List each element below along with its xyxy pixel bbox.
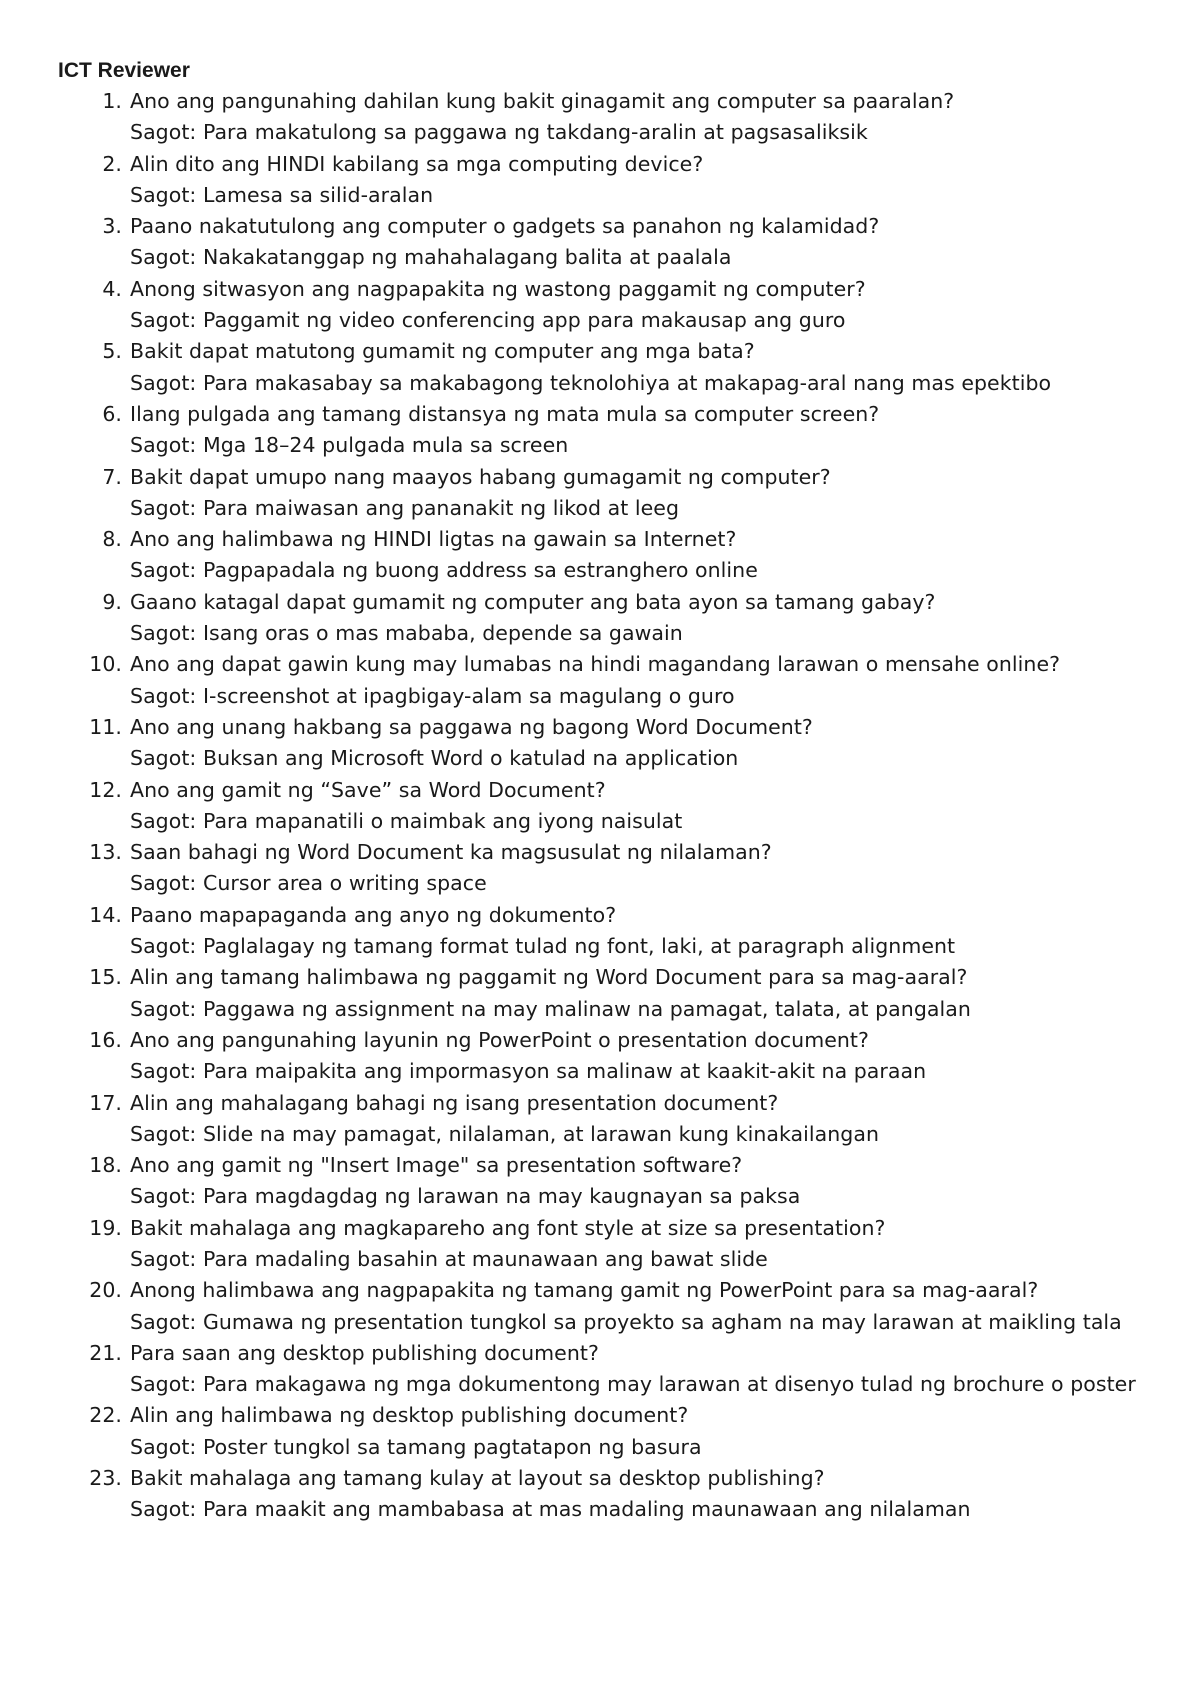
question-body bbox=[130, 399, 1148, 462]
question-body bbox=[130, 587, 1148, 650]
question-body bbox=[130, 336, 1148, 399]
question-text: Alin ang halimbawa ng desktop publishing document? bbox=[130, 1403, 689, 1428]
answer-prefix: Sagot: bbox=[130, 996, 197, 1021]
question-number: 9. bbox=[102, 589, 122, 614]
answer-text: Paggamit ng video conferencing app para makausap ang guro bbox=[202, 308, 846, 333]
question-text: Alin dito ang HINDI kabilang sa mga computing device? bbox=[130, 151, 704, 176]
question-number: 21. bbox=[89, 1340, 122, 1365]
question-item bbox=[58, 775, 1148, 838]
question-text: Bakit mahalaga ang magkapareho ang font style at size sa presentation? bbox=[130, 1215, 886, 1240]
question-body bbox=[130, 462, 1148, 525]
answer-prefix: Sagot: bbox=[130, 1309, 197, 1334]
question-body bbox=[130, 1088, 1148, 1151]
question-item bbox=[58, 1338, 1148, 1401]
answer-prefix: Sagot: bbox=[130, 621, 197, 646]
answer-prefix: Sagot: bbox=[130, 746, 197, 771]
answer-prefix: Sagot: bbox=[130, 433, 197, 458]
question-item bbox=[58, 712, 1148, 775]
answer-prefix: Sagot: bbox=[130, 683, 197, 708]
answer-text: Cursor area o writing space bbox=[202, 871, 487, 896]
question-item bbox=[58, 1150, 1148, 1213]
question-text: Bakit dapat umupo nang maayos habang gumagamit ng computer? bbox=[130, 464, 831, 489]
answer-line bbox=[130, 806, 1148, 837]
question-number: 7. bbox=[102, 464, 122, 489]
answer-line bbox=[130, 1181, 1148, 1212]
answer-text: Poster tungkol sa tamang pagtatapon ng basura bbox=[202, 1434, 702, 1459]
answer-text: Para makasabay sa makabagong teknolohiya at makapag-aral nang mas epektibo bbox=[202, 370, 1052, 395]
answer-text: Mga 18–24 pulgada mula sa screen bbox=[202, 433, 569, 458]
question-body bbox=[130, 649, 1148, 712]
answer-prefix: Sagot: bbox=[130, 1434, 197, 1459]
question-item bbox=[58, 587, 1148, 650]
answer-text: Gumawa ng presentation tungkol sa proyekto sa agham na may larawan at maikling tala bbox=[202, 1309, 1122, 1334]
document-page bbox=[58, 56, 1148, 1526]
answer-line bbox=[130, 1307, 1148, 1338]
answer-line bbox=[130, 994, 1148, 1025]
question-text: Anong halimbawa ang nagpapakita ng tamang gamit ng PowerPoint para sa mag-aaral? bbox=[130, 1278, 1039, 1303]
question-body bbox=[130, 962, 1148, 1025]
question-text: Paano nakatutulong ang computer o gadgets sa panahon ng kalamidad? bbox=[130, 214, 880, 239]
answer-prefix: Sagot: bbox=[130, 558, 197, 583]
answer-line bbox=[130, 305, 1148, 336]
question-item bbox=[58, 1025, 1148, 1088]
question-body bbox=[130, 1338, 1148, 1401]
question-item bbox=[58, 900, 1148, 963]
question-number: 16. bbox=[89, 1027, 122, 1052]
question-body bbox=[130, 712, 1148, 775]
question-number: 13. bbox=[89, 840, 122, 865]
question-number: 15. bbox=[89, 965, 122, 990]
question-body bbox=[130, 900, 1148, 963]
question-item bbox=[58, 149, 1148, 212]
answer-line bbox=[130, 868, 1148, 899]
question-number: 11. bbox=[89, 714, 122, 739]
answer-line bbox=[130, 430, 1148, 461]
question-number: 8. bbox=[102, 527, 122, 552]
question-number: 6. bbox=[102, 401, 122, 426]
answer-prefix: Sagot: bbox=[130, 1246, 197, 1271]
question-number: 19. bbox=[89, 1215, 122, 1240]
document-title: ICT Reviewer bbox=[58, 59, 190, 82]
answer-text: Para mapanatili o maimbak ang iyong naisulat bbox=[202, 808, 683, 833]
question-item bbox=[58, 1088, 1148, 1151]
answer-prefix: Sagot: bbox=[130, 245, 197, 270]
answer-prefix: Sagot: bbox=[130, 808, 197, 833]
answer-prefix: Sagot: bbox=[130, 934, 197, 959]
question-item bbox=[58, 86, 1148, 149]
question-text: Ano ang pangunahing dahilan kung bakit ginagamit ang computer sa paaralan? bbox=[130, 89, 955, 113]
answer-text: Para magdagdag ng larawan na may kaugnayan sa paksa bbox=[202, 1184, 801, 1209]
question-text: Bakit mahalaga ang tamang kulay at layout sa desktop publishing? bbox=[130, 1466, 825, 1491]
answer-text: Paggawa ng assignment na may malinaw na pamagat, talata, at pangalan bbox=[202, 996, 971, 1021]
answer-line bbox=[130, 555, 1148, 586]
question-text: Saan bahagi ng Word Document ka magsusulat ng nilalaman? bbox=[130, 840, 772, 865]
answer-prefix: Sagot: bbox=[130, 1121, 197, 1146]
question-text: Ano ang unang hakbang sa paggawa ng bagong Word Document? bbox=[130, 714, 813, 739]
answer-text: Pagpapadala ng buong address sa estranghero online bbox=[202, 558, 758, 583]
answer-text: I-screenshot at ipagbigay-alam sa magulang o guro bbox=[202, 683, 735, 708]
question-text: Ano ang pangunahing layunin ng PowerPoint o presentation document? bbox=[130, 1027, 869, 1052]
question-item bbox=[58, 1213, 1148, 1276]
answer-line bbox=[130, 180, 1148, 211]
question-text: Para saan ang desktop publishing document? bbox=[130, 1340, 599, 1365]
question-text: Ano ang dapat gawin kung may lumabas na hindi magandang larawan o mensahe online? bbox=[130, 652, 1061, 677]
question-list bbox=[58, 86, 1148, 1526]
question-body bbox=[130, 775, 1148, 838]
question-number: 10. bbox=[89, 652, 122, 677]
question-number: 12. bbox=[89, 777, 122, 802]
answer-line bbox=[130, 1369, 1148, 1400]
answer-text: Lamesa sa silid-aralan bbox=[202, 182, 434, 207]
answer-prefix: Sagot: bbox=[130, 182, 197, 207]
answer-prefix: Sagot: bbox=[130, 495, 197, 520]
question-item bbox=[58, 649, 1148, 712]
question-body bbox=[130, 1275, 1148, 1338]
question-item bbox=[58, 962, 1148, 1025]
question-item bbox=[58, 462, 1148, 525]
question-number: 3. bbox=[102, 214, 122, 239]
question-item bbox=[58, 274, 1148, 337]
question-text: Ilang pulgada ang tamang distansya ng mata mula sa computer screen? bbox=[130, 401, 880, 426]
answer-text: Para makagawa ng mga dokumentong may larawan at disenyo tulad ng brochure o poster bbox=[202, 1372, 1136, 1397]
question-text: Alin ang tamang halimbawa ng paggamit ng Word Document para sa mag-aaral? bbox=[130, 965, 968, 990]
question-body bbox=[130, 837, 1148, 900]
answer-text: Para madaling basahin at maunawaan ang bawat slide bbox=[202, 1246, 768, 1271]
question-text: Gaano katagal dapat gumamit ng computer ang bata ayon sa tamang gabay? bbox=[130, 589, 936, 614]
question-text: Alin ang mahalagang bahagi ng isang presentation document? bbox=[130, 1090, 779, 1115]
question-text: Bakit dapat matutong gumamit ng computer ang mga bata? bbox=[130, 339, 755, 364]
answer-line bbox=[130, 1119, 1148, 1150]
question-number: 2. bbox=[102, 151, 122, 176]
question-item bbox=[58, 336, 1148, 399]
question-item bbox=[58, 399, 1148, 462]
question-number: 17. bbox=[89, 1090, 122, 1115]
question-body bbox=[130, 1150, 1148, 1213]
question-text: Ano ang gamit ng “Save” sa Word Document? bbox=[130, 777, 606, 802]
question-text: Ano ang halimbawa ng HINDI ligtas na gawain sa Internet? bbox=[130, 527, 737, 552]
answer-text: Para maipakita ang impormasyon sa malinaw at kaakit-akit na paraan bbox=[202, 1059, 927, 1084]
question-item bbox=[58, 837, 1148, 900]
question-body bbox=[130, 274, 1148, 337]
answer-prefix: Sagot: bbox=[130, 120, 197, 145]
question-body bbox=[130, 1213, 1148, 1276]
answer-line bbox=[130, 1056, 1148, 1087]
answer-text: Nakakatanggap ng mahahalagang balita at paalala bbox=[202, 245, 732, 270]
answer-line bbox=[130, 117, 1148, 148]
question-number: 22. bbox=[89, 1403, 122, 1428]
question-item bbox=[58, 1400, 1148, 1463]
question-body bbox=[130, 1400, 1148, 1463]
question-text: Anong sitwasyon ang nagpapakita ng wastong paggamit ng computer? bbox=[130, 276, 866, 301]
question-body bbox=[130, 524, 1148, 587]
question-number: 1. bbox=[102, 89, 122, 113]
question-item bbox=[58, 1275, 1148, 1338]
question-number: 23. bbox=[89, 1466, 122, 1491]
answer-text: Isang oras o mas mababa, depende sa gawain bbox=[202, 621, 683, 646]
question-item bbox=[58, 211, 1148, 274]
answer-line bbox=[130, 368, 1148, 399]
question-body bbox=[130, 149, 1148, 212]
answer-text: Buksan ang Microsoft Word o katulad na application bbox=[202, 746, 739, 771]
question-body bbox=[130, 86, 1148, 149]
answer-prefix: Sagot: bbox=[130, 370, 197, 395]
question-body bbox=[130, 1025, 1148, 1088]
answer-prefix: Sagot: bbox=[130, 871, 197, 896]
question-number: 5. bbox=[102, 339, 122, 364]
answer-prefix: Sagot: bbox=[130, 1497, 197, 1522]
answer-text: Para maiwasan ang pananakit ng likod at leeg bbox=[202, 495, 680, 520]
answer-line bbox=[130, 618, 1148, 649]
question-number: 20. bbox=[89, 1278, 122, 1303]
answer-line bbox=[130, 681, 1148, 712]
answer-prefix: Sagot: bbox=[130, 1372, 197, 1397]
answer-prefix: Sagot: bbox=[130, 308, 197, 333]
question-body bbox=[130, 211, 1148, 274]
answer-prefix: Sagot: bbox=[130, 1059, 197, 1084]
question-item bbox=[58, 524, 1148, 587]
question-text: Ano ang gamit ng "Insert Image" sa presentation software? bbox=[130, 1153, 743, 1178]
answer-line bbox=[130, 242, 1148, 273]
question-body bbox=[130, 1463, 1148, 1526]
answer-text: Slide na may pamagat, nilalaman, at larawan kung kinakailangan bbox=[202, 1121, 880, 1146]
answer-line bbox=[130, 1494, 1148, 1525]
answer-line bbox=[130, 1432, 1148, 1463]
answer-line bbox=[130, 743, 1148, 774]
question-number: 14. bbox=[89, 902, 122, 927]
answer-prefix: Sagot: bbox=[130, 1184, 197, 1209]
answer-text: Para makatulong sa paggawa ng takdang-aralin at pagsasaliksik bbox=[202, 120, 868, 145]
answer-line bbox=[130, 1244, 1148, 1275]
question-item bbox=[58, 1463, 1148, 1526]
answer-line bbox=[130, 931, 1148, 962]
answer-text: Paglalagay ng tamang format tulad ng font, laki, at paragraph alignment bbox=[202, 934, 956, 959]
question-number: 18. bbox=[89, 1153, 122, 1178]
answer-text: Para maakit ang mambabasa at mas madaling maunawaan ang nilalaman bbox=[202, 1497, 971, 1522]
answer-line bbox=[130, 493, 1148, 524]
question-number: 4. bbox=[102, 276, 122, 301]
question-text: Paano mapapaganda ang anyo ng dokumento? bbox=[130, 902, 617, 927]
